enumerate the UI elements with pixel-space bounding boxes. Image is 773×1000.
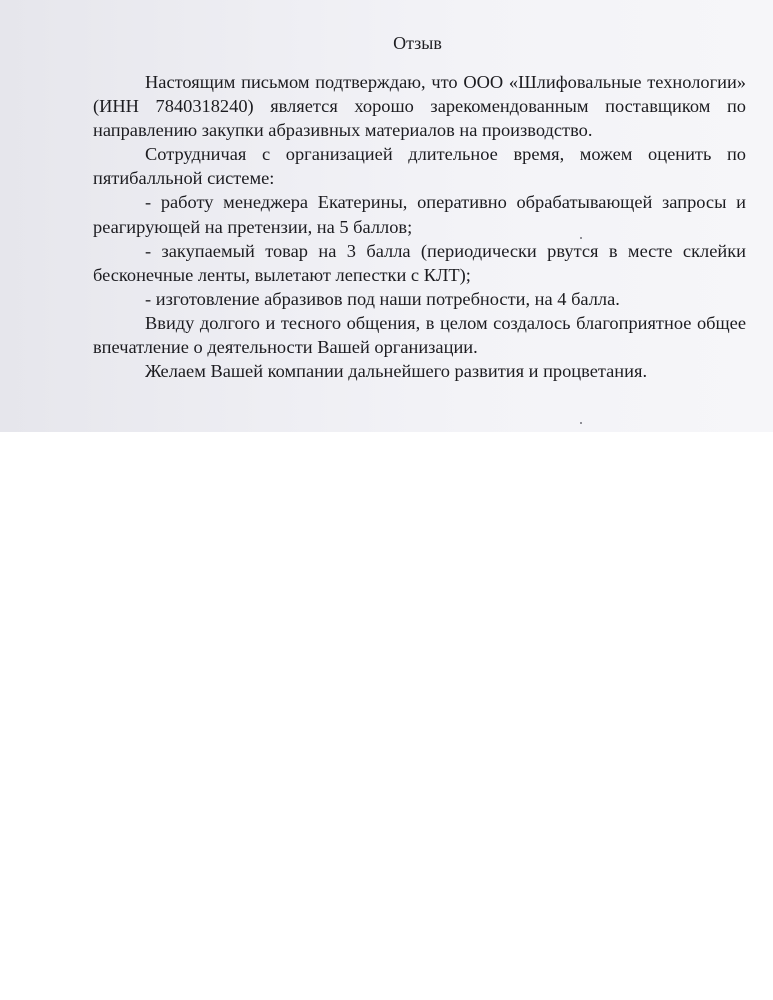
paragraph-rating-intro: Сотрудничая с организацией длительное время, можем оценить по пятибалльной системе: xyxy=(93,144,746,189)
paragraph-manager-rating: - работу менеджера Екатерины, оперативно обрабатывающей запросы и реагирующей на претензии, на 5 баллов; xyxy=(93,192,746,237)
paragraph-wishes: Желаем Вашей компании дальнейшего развития и процветания. xyxy=(145,361,648,382)
paragraph-impression: Ввиду долгого и тесного общения, в целом создалось благоприятное общее впечатление о деятельности Вашей организации. xyxy=(93,312,746,358)
paragraph-abrasives-rating: - изготовление абразивов под наши потребности, на 4 балла. xyxy=(145,288,620,309)
letter-body xyxy=(93,70,746,383)
letter-title: Отзыв xyxy=(393,33,442,53)
paragraph-confirmation: Настоящим письмом подтверждаю, что ООО «Шлифовальные технологии» (ИНН 7840318240) является хорошо зарекомендованным поставщиком по направлению закупки абразивных материалов на производство. xyxy=(93,72,746,141)
paragraph-product-rating: - закупаемый товар на 3 балла (периодически рвутся в месте склейки бесконечные ленты, вылетают лепестки с КЛТ); xyxy=(93,240,746,285)
scanned-letter xyxy=(0,0,773,432)
paper-speck xyxy=(580,422,582,424)
paper-speck xyxy=(580,237,582,239)
